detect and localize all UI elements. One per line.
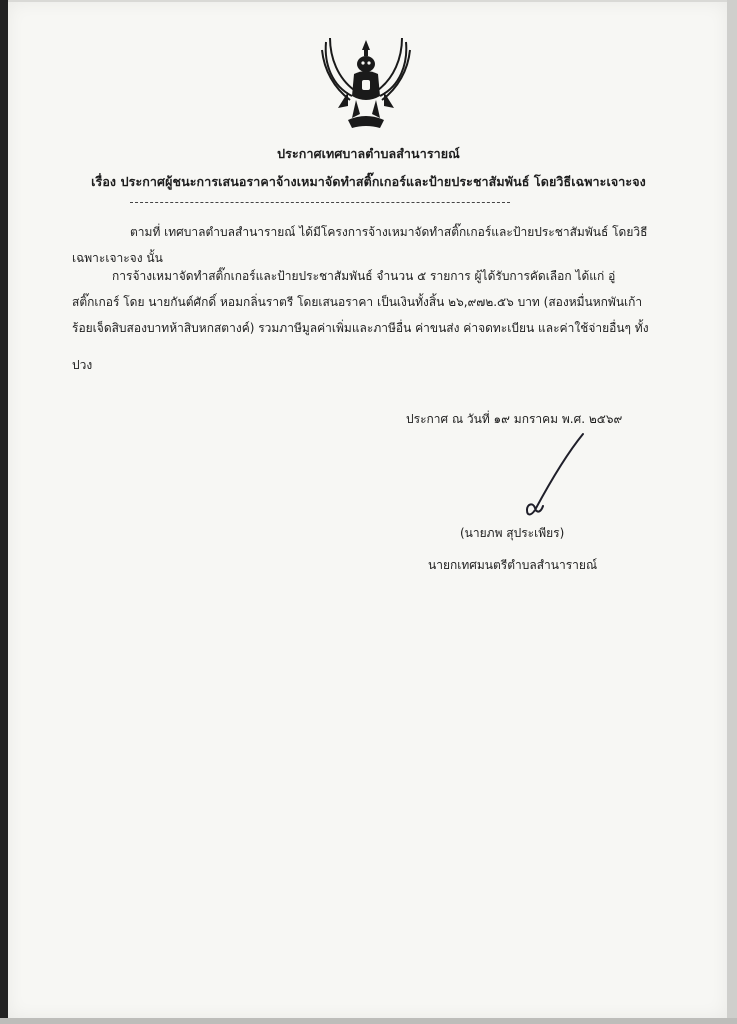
signer-name: (นายภพ สุประเพียร)	[460, 526, 565, 540]
heading-divider	[130, 202, 510, 203]
signature-icon	[505, 430, 595, 522]
body-line: ร้อยเจ็ดสิบสองบาทห้าสิบหกสตางค์) รวมภาษีมูลค่าเพิ่มและภาษีอื่น ค่าขนส่ง ค่าจดทะเบียน และค่าใช้จ่ายอื่นๆ ทั้ง	[72, 321, 649, 335]
body-line: ปวง	[72, 358, 93, 372]
body-line: ตามที่ เทศบาลตำบลสำนารายณ์ ได้มีโครงการจ้างเหมาจัดทำสติ๊กเกอร์และป้ายประชาสัมพันธ์ โดยวิธี	[130, 225, 648, 239]
body-line: สติ๊กเกอร์ โดย นายกันต์ศักดิ์ หอมกลิ่นราตรี โดยเสนอราคา เป็นเงินทั้งสิ้น ๒๖,๙๗๒.๕๖ บาท (สองหมื่นหกพันเก้า	[72, 295, 643, 309]
document-heading: ประกาศเทศบาลตำบลสำนารายณ์	[277, 146, 460, 161]
scan-border-bottom	[0, 1018, 737, 1024]
garuda-emblem-icon	[318, 34, 414, 134]
announcement-date: ประกาศ ณ วันที่ ๑๙ มกราคม พ.ศ. ๒๕๖๙	[406, 412, 623, 426]
body-line: เฉพาะเจาะจง นั้น	[72, 251, 163, 265]
document-subject: เรื่อง ประกาศผู้ชนะการเสนอราคาจ้างเหมาจัดทำสติ๊กเกอร์และป้ายประชาสัมพันธ์ โดยวิธีเฉพาะเจาะจง	[91, 174, 646, 189]
signer-position: นายกเทศมนตรีตำบลสำนารายณ์	[428, 558, 598, 572]
body-line: การจ้างเหมาจัดทำสติ๊กเกอร์และป้ายประชาสัมพันธ์ จำนวน ๕ รายการ ผู้ได้รับการคัดเลือก ได้แก่ อู่	[112, 269, 616, 283]
